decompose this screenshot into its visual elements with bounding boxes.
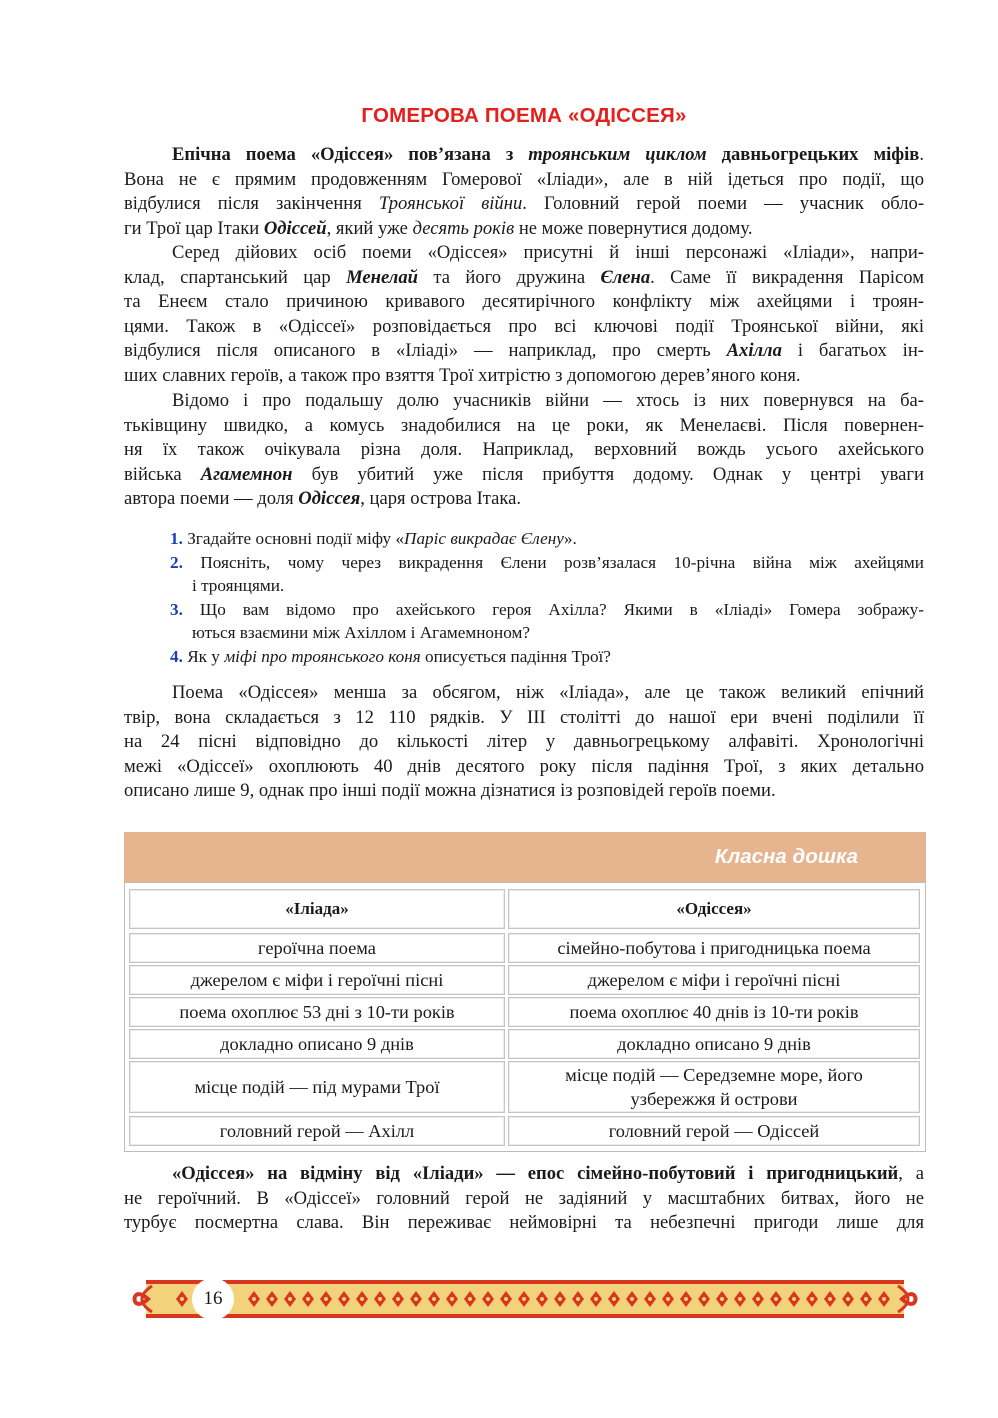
ornament-dot — [810, 1297, 814, 1301]
question-item — [170, 551, 924, 575]
ornament-dot — [684, 1297, 688, 1301]
text-line — [124, 192, 924, 217]
ornament-dot — [720, 1297, 724, 1301]
ornament-dot — [558, 1297, 562, 1301]
text-line: Поема «Одіссея» менша за обсягом, ніж «Іліада», але це також великий епічний — [172, 682, 924, 703]
page-number: 16 — [192, 1278, 234, 1320]
ornament-dot — [396, 1297, 400, 1301]
ornament-dot — [702, 1297, 706, 1301]
intro-paragraph-1 — [124, 143, 924, 241]
table-cell: сімейно-побутова і пригодницька поема — [508, 933, 920, 963]
text: ги Трої цар Ітаки — [124, 217, 264, 239]
text-line — [124, 463, 924, 488]
bold-text: Епічна поема «Одіссея» пов’язана з — [172, 144, 529, 165]
text: і багатьох ін- — [781, 340, 924, 362]
question-number: 3. — [170, 599, 183, 619]
ornament-dot — [504, 1297, 508, 1301]
ornament-dot — [612, 1297, 616, 1301]
text: та його дружина — [417, 266, 601, 288]
ornament-dot — [522, 1297, 526, 1301]
question-item — [170, 598, 924, 622]
comparison-table — [124, 882, 926, 1152]
ornament-dot — [738, 1297, 742, 1301]
text: . Головний герой поеми — учасник обло- — [522, 193, 925, 215]
table-cell: героїчна поема — [129, 933, 505, 963]
text-line: цями. Також в «Одіссеї» розповідається про всі ключові події Троянської війни, які — [124, 315, 924, 337]
question-list — [170, 527, 924, 669]
cell-line: узбережжя й острови — [630, 1089, 798, 1109]
text-line — [124, 266, 924, 291]
table-cell: поема охоплює 40 днів із 10-ти років — [508, 997, 920, 1027]
board-header — [124, 832, 926, 882]
ornament-dot — [270, 1297, 274, 1301]
text-line: межі «Одіссеї» охоплюють 40 днів десятого року після падіння Трої, з яких детально — [124, 755, 924, 777]
ornament-dot — [288, 1297, 292, 1301]
text-line: описано лише 9, однак про інші події можна дізнатися із розповідей героїв поеми. — [124, 780, 776, 802]
table-header-odyssey: «Одіссея» — [508, 889, 920, 929]
ornament-band-icon — [126, 1274, 924, 1324]
text: , царя острова Ітака. — [360, 488, 522, 510]
ornament-dot — [774, 1297, 778, 1301]
ornament-dot — [306, 1297, 310, 1301]
ornament-dot — [630, 1297, 634, 1301]
text: , який уже — [326, 217, 413, 239]
ornament-dot — [252, 1297, 256, 1301]
text: клад, спартанський цар — [124, 266, 347, 288]
text: . Саме її викрадення Парісом — [650, 266, 924, 288]
paragraph-5 — [124, 1162, 924, 1236]
table-cell: місце подій — під мурами Трої — [129, 1061, 505, 1113]
ornament-dot — [378, 1297, 382, 1301]
table-cell — [508, 1061, 920, 1113]
ornament-dot — [666, 1297, 670, 1301]
board-title: Класна дошка — [714, 845, 858, 868]
question-item — [170, 645, 924, 669]
question-item-continuation: ються взаємини між Ахіллом і Агамемноном? — [192, 623, 530, 643]
bold-italic-text: троянським циклом — [528, 144, 707, 165]
text-line: на 24 пісні відповідно до кількості літер у давньогрецькому алфавіті. Хронологічні — [124, 731, 924, 753]
ornament-dot — [324, 1297, 328, 1301]
text-line: Серед дійових осіб поеми «Одіссея» присутні й інші персонажі «Іліади», напри- — [172, 242, 924, 263]
ornament-dot — [648, 1297, 652, 1301]
text-line — [124, 217, 924, 242]
text-line: турбує посмертна слава. Він переживає неймовірні та небезпечні пригоди лише для — [124, 1212, 924, 1234]
ornament-dot — [828, 1297, 832, 1301]
text-line: ня їх також очікувала різна доля. Наприклад, верховний вождь усього ахейського — [124, 439, 924, 461]
ornament-dot — [756, 1297, 760, 1301]
italic-text: міфі про троянського коня — [224, 646, 421, 666]
question-item — [170, 527, 924, 551]
question-number: 1. — [170, 529, 183, 548]
question-number: 4. — [170, 646, 183, 666]
ornament-dot — [468, 1297, 472, 1301]
text: Згадайте основні події міфу « — [182, 529, 405, 548]
text-line: Відомо і про подальшу долю учасників війни — хтось із них повернувся на ба- — [172, 390, 924, 411]
ornament-dot — [540, 1297, 544, 1301]
text: Що вам відомо про ахейського героя Ахілла? Якими в «Іліаді» Гомера зображу- — [182, 599, 924, 619]
intro-paragraph-2 — [124, 241, 924, 389]
text: описується падіння Трої? — [420, 646, 611, 666]
text-line — [124, 1162, 924, 1187]
table-cell: докладно описано 9 днів — [129, 1029, 505, 1059]
text: автора поеми — доля — [124, 488, 299, 510]
bold-italic-text: Одіссея — [298, 488, 361, 510]
cell-line: місце подій — Середземне море, його — [565, 1065, 863, 1085]
footer-ornament — [126, 1274, 924, 1324]
ornament-dot — [414, 1297, 418, 1301]
text: . — [919, 144, 925, 165]
text-line — [124, 143, 924, 168]
ornament-dot — [180, 1297, 184, 1301]
table-header-iliad: «Іліада» — [129, 889, 505, 929]
class-board — [124, 832, 926, 1152]
ornament-dot — [342, 1297, 346, 1301]
text: Як у — [182, 646, 225, 666]
italic-text: Троянської війни — [378, 193, 523, 215]
table-cell: поема охоплює 53 дні з 10-ти років — [129, 997, 505, 1027]
table-cell: докладно описано 9 днів — [508, 1029, 920, 1059]
text-line: не героїчний. В «Одіссеї» головний герой не задіяний у масштабних битвах, його не — [124, 1187, 924, 1209]
bold-italic-text: Одіссей — [263, 217, 327, 239]
paragraph-4 — [124, 681, 924, 804]
ornament-dot — [594, 1297, 598, 1301]
table-cell: джерелом є міфи і героїчні пісні — [508, 965, 920, 995]
question-number: 2. — [170, 552, 183, 572]
text: Поясніть, чому через викрадення Єлени розв’язалася 10-річна війна між ахейцями — [182, 552, 924, 572]
text: , а — [898, 1163, 924, 1184]
ornament-dot — [450, 1297, 454, 1301]
bold-italic-text: Агамемнон — [200, 463, 293, 485]
table-cell: головний герой — Одіссей — [508, 1116, 920, 1146]
ornament-dot — [882, 1297, 886, 1301]
text-line — [124, 339, 924, 364]
question-item-continuation: і троянцями. — [192, 576, 285, 596]
ornament-dot — [792, 1297, 796, 1301]
table-cell: джерелом є міфи і героїчні пісні — [129, 965, 505, 995]
bold-italic-text: Єлена — [600, 266, 651, 288]
text: відбулися після закінчення — [124, 193, 379, 215]
text: ». — [563, 529, 577, 548]
ornament-dot — [486, 1297, 490, 1301]
text: не може повернутися додому. — [514, 217, 753, 239]
table-cell: головний герой — Ахілл — [129, 1116, 505, 1146]
italic-text: десять років — [412, 217, 515, 239]
bold-italic-text: Ахілла — [726, 340, 782, 362]
intro-paragraph-3 — [124, 389, 924, 512]
text: війська — [124, 463, 201, 485]
text-line: ших славних героїв, а також про взяття Трої хитрістю з допомогою дерев’яного коня. — [124, 364, 801, 386]
text-line: та Енеєм стало причиною кривавого десятирічного конфлікту між ахейцями і троян- — [124, 291, 924, 313]
bold-italic-text: Менелай — [346, 266, 418, 288]
bold-text: «Одіссея» на відміну від «Іліади» — епос сімейно-побутовий і пригодницький — [172, 1163, 899, 1184]
text-line — [124, 487, 924, 512]
ornament-dot — [846, 1297, 850, 1301]
bold-text: давньогрецьких міфів — [706, 144, 920, 165]
ornament-dot — [576, 1297, 580, 1301]
ornament-dot — [432, 1297, 436, 1301]
ornament-dot — [864, 1297, 868, 1301]
text: був убитий уже після прибуття додому. Однак у центрі уваги — [292, 463, 924, 485]
text: відбулися після описаного в «Іліаді» — наприклад, про смерть — [124, 340, 727, 362]
text-line: Вона не є прямим продовженням Гомерової «Іліади», але в ній ідеться про події, що — [124, 168, 924, 190]
text-line: тьківщину швидко, а комусь знадобилися на це роки, як Менелаєві. Після повернен- — [124, 414, 924, 436]
ornament-dot — [360, 1297, 364, 1301]
text-line: твір, вона складається з 12 110 рядків. У ІІІ столітті до нашої ери вчені поділили її — [124, 706, 924, 728]
italic-text: Паріс викрадає Єлену — [404, 529, 564, 548]
page-title: ГОМЕРОВА ПОЕМА «ОДІССЕЯ» — [361, 104, 687, 127]
